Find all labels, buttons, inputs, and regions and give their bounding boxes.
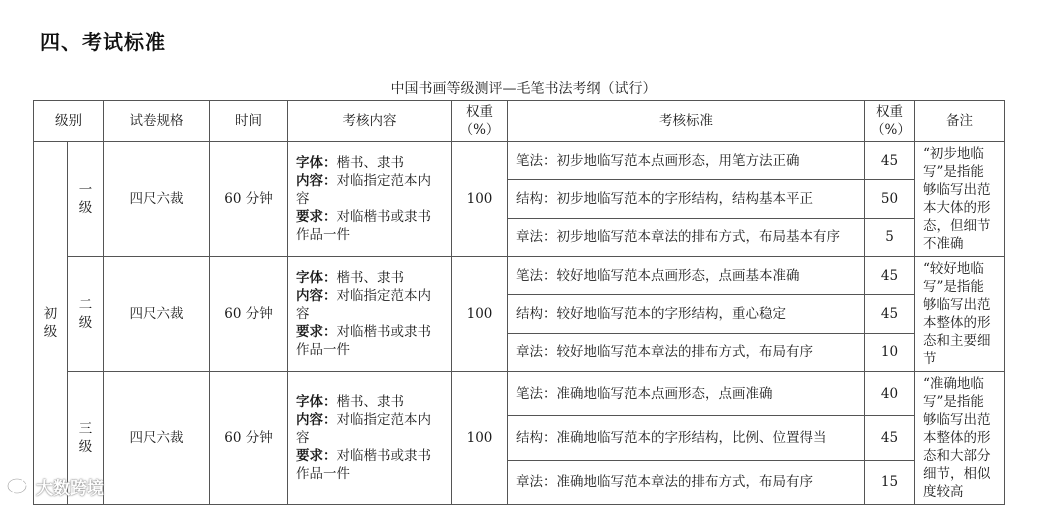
group-label-line1: 初 (43, 306, 58, 322)
time-cell: 60 分钟 (210, 142, 288, 257)
content-req-value: 对临楷书或隶书作品一件 (296, 448, 431, 482)
content-font-label: 字体： (296, 155, 337, 171)
content-req-label: 要求： (296, 448, 337, 464)
content-req-label: 要求： (296, 324, 337, 340)
header-time: 时间 (210, 101, 288, 142)
level-name-line2: 级 (78, 200, 93, 216)
watermark-text: 大数跨境 (36, 479, 104, 499)
criteria-cell: 章法：初步地临写范本章法的排布方式，布局基本有序 (508, 218, 865, 256)
criteria-cell: 结构：准确地临写范本的字形结构，比例、位置得当 (508, 416, 865, 460)
criteria-weight-cell: 50 (865, 180, 915, 218)
content-font-value: 楷书、隶书 (336, 394, 404, 410)
content-cell (288, 142, 452, 257)
weight-cell: 100 (452, 372, 508, 505)
exam-standard-table (33, 100, 1005, 505)
content-req-line (296, 323, 443, 359)
header-criteria-weight (865, 101, 915, 142)
criteria-weight-cell: 45 (865, 257, 915, 295)
remarks-cell: “较好地临写”是指能够临写出范本整体的形态和主要细节 (915, 257, 1005, 372)
content-content-label: 内容： (296, 173, 337, 189)
content-font-line (296, 269, 443, 287)
criteria-weight-cell: 45 (865, 142, 915, 180)
criteria-weight-cell: 40 (865, 372, 915, 416)
content-content-label: 内容： (296, 288, 337, 304)
content-content-value: 对临指定范本内容 (296, 288, 431, 322)
paper-spec-cell: 四尺六裁 (104, 142, 210, 257)
level-name-line1: 三 (78, 421, 93, 437)
content-font-value: 楷书、隶书 (336, 155, 404, 171)
content-font-label: 字体： (296, 270, 337, 286)
content-req-label: 要求： (296, 209, 337, 225)
level-name-line2: 级 (78, 315, 93, 331)
group-label-cell (34, 142, 68, 505)
content-content-line (296, 287, 443, 323)
content-req-value: 对临楷书或隶书作品一件 (296, 209, 431, 243)
level-name-line2: 级 (78, 439, 93, 455)
criteria-cell: 章法：较好地临写范本章法的排布方式，布局有序 (508, 333, 865, 371)
content-content-line (296, 172, 443, 208)
section-heading: 四、考试标准 (40, 30, 166, 54)
content-content-value: 对临指定范本内容 (296, 173, 431, 207)
group-label-line2: 级 (43, 324, 58, 340)
content-cell (288, 372, 452, 505)
table-caption: 中国书画等级测评—毛笔书法考纲（试行） (390, 81, 657, 97)
criteria-weight-cell: 5 (865, 218, 915, 256)
header-remarks: 备注 (915, 101, 1005, 142)
content-req-line (296, 447, 443, 483)
weight-cell: 100 (452, 142, 508, 257)
remarks-cell: “初步地临写”是指能够临写出范本大体的形态，但细节不准确 (915, 142, 1005, 257)
weight-cell: 100 (452, 257, 508, 372)
level-name-line1: 一 (78, 182, 93, 198)
level-name-cell (68, 257, 104, 372)
chat-bubble-icon (6, 477, 32, 497)
remarks-cell: “准确地临写”是指能够临写出范本整体的形态和大部分细节，相似度较高 (915, 372, 1005, 505)
header-cweight-line2: （%） (871, 122, 911, 138)
criteria-weight-cell: 45 (865, 295, 915, 333)
header-content: 考核内容 (288, 101, 452, 142)
criteria-cell: 笔法：准确地临写范本点画形态，点画准确 (508, 372, 865, 416)
table-header-row (34, 101, 1005, 142)
content-cell (288, 257, 452, 372)
table-row (34, 142, 1005, 180)
level-name-cell (68, 142, 104, 257)
level-name-line1: 二 (78, 297, 93, 313)
content-content-label: 内容： (296, 412, 337, 428)
header-level: 级别 (34, 101, 104, 142)
criteria-weight-cell: 45 (865, 416, 915, 460)
header-weight-line1: 权重 (466, 104, 493, 120)
content-font-value: 楷书、隶书 (336, 270, 404, 286)
table-row (34, 372, 1005, 416)
content-content-line (296, 411, 443, 447)
header-paper-spec: 试卷规格 (104, 101, 210, 142)
watermark (6, 474, 104, 499)
table-row (34, 257, 1005, 295)
criteria-cell: 结构：较好地临写范本的字形结构，重心稳定 (508, 295, 865, 333)
content-font-line (296, 393, 443, 411)
time-cell: 60 分钟 (210, 257, 288, 372)
paper-spec-cell: 四尺六裁 (104, 257, 210, 372)
content-font-line (296, 154, 443, 172)
criteria-weight-cell: 10 (865, 333, 915, 371)
time-cell: 60 分钟 (210, 372, 288, 505)
header-criteria: 考核标准 (508, 101, 865, 142)
header-weight (452, 101, 508, 142)
criteria-cell: 章法：准确地临写范本章法的排布方式，布局有序 (508, 460, 865, 504)
criteria-weight-cell: 15 (865, 460, 915, 504)
criteria-cell: 结构：初步地临写范本的字形结构，结构基本平正 (508, 180, 865, 218)
content-req-value: 对临楷书或隶书作品一件 (296, 324, 431, 358)
content-req-line (296, 208, 443, 244)
content-font-label: 字体： (296, 394, 337, 410)
criteria-cell: 笔法：较好地临写范本点画形态，点画基本准确 (508, 257, 865, 295)
content-content-value: 对临指定范本内容 (296, 412, 431, 446)
paper-spec-cell: 四尺六裁 (104, 372, 210, 505)
criteria-cell: 笔法：初步地临写范本点画形态，用笔方法正确 (508, 142, 865, 180)
header-weight-line2: （%） (459, 122, 500, 138)
header-cweight-line1: 权重 (876, 104, 903, 120)
